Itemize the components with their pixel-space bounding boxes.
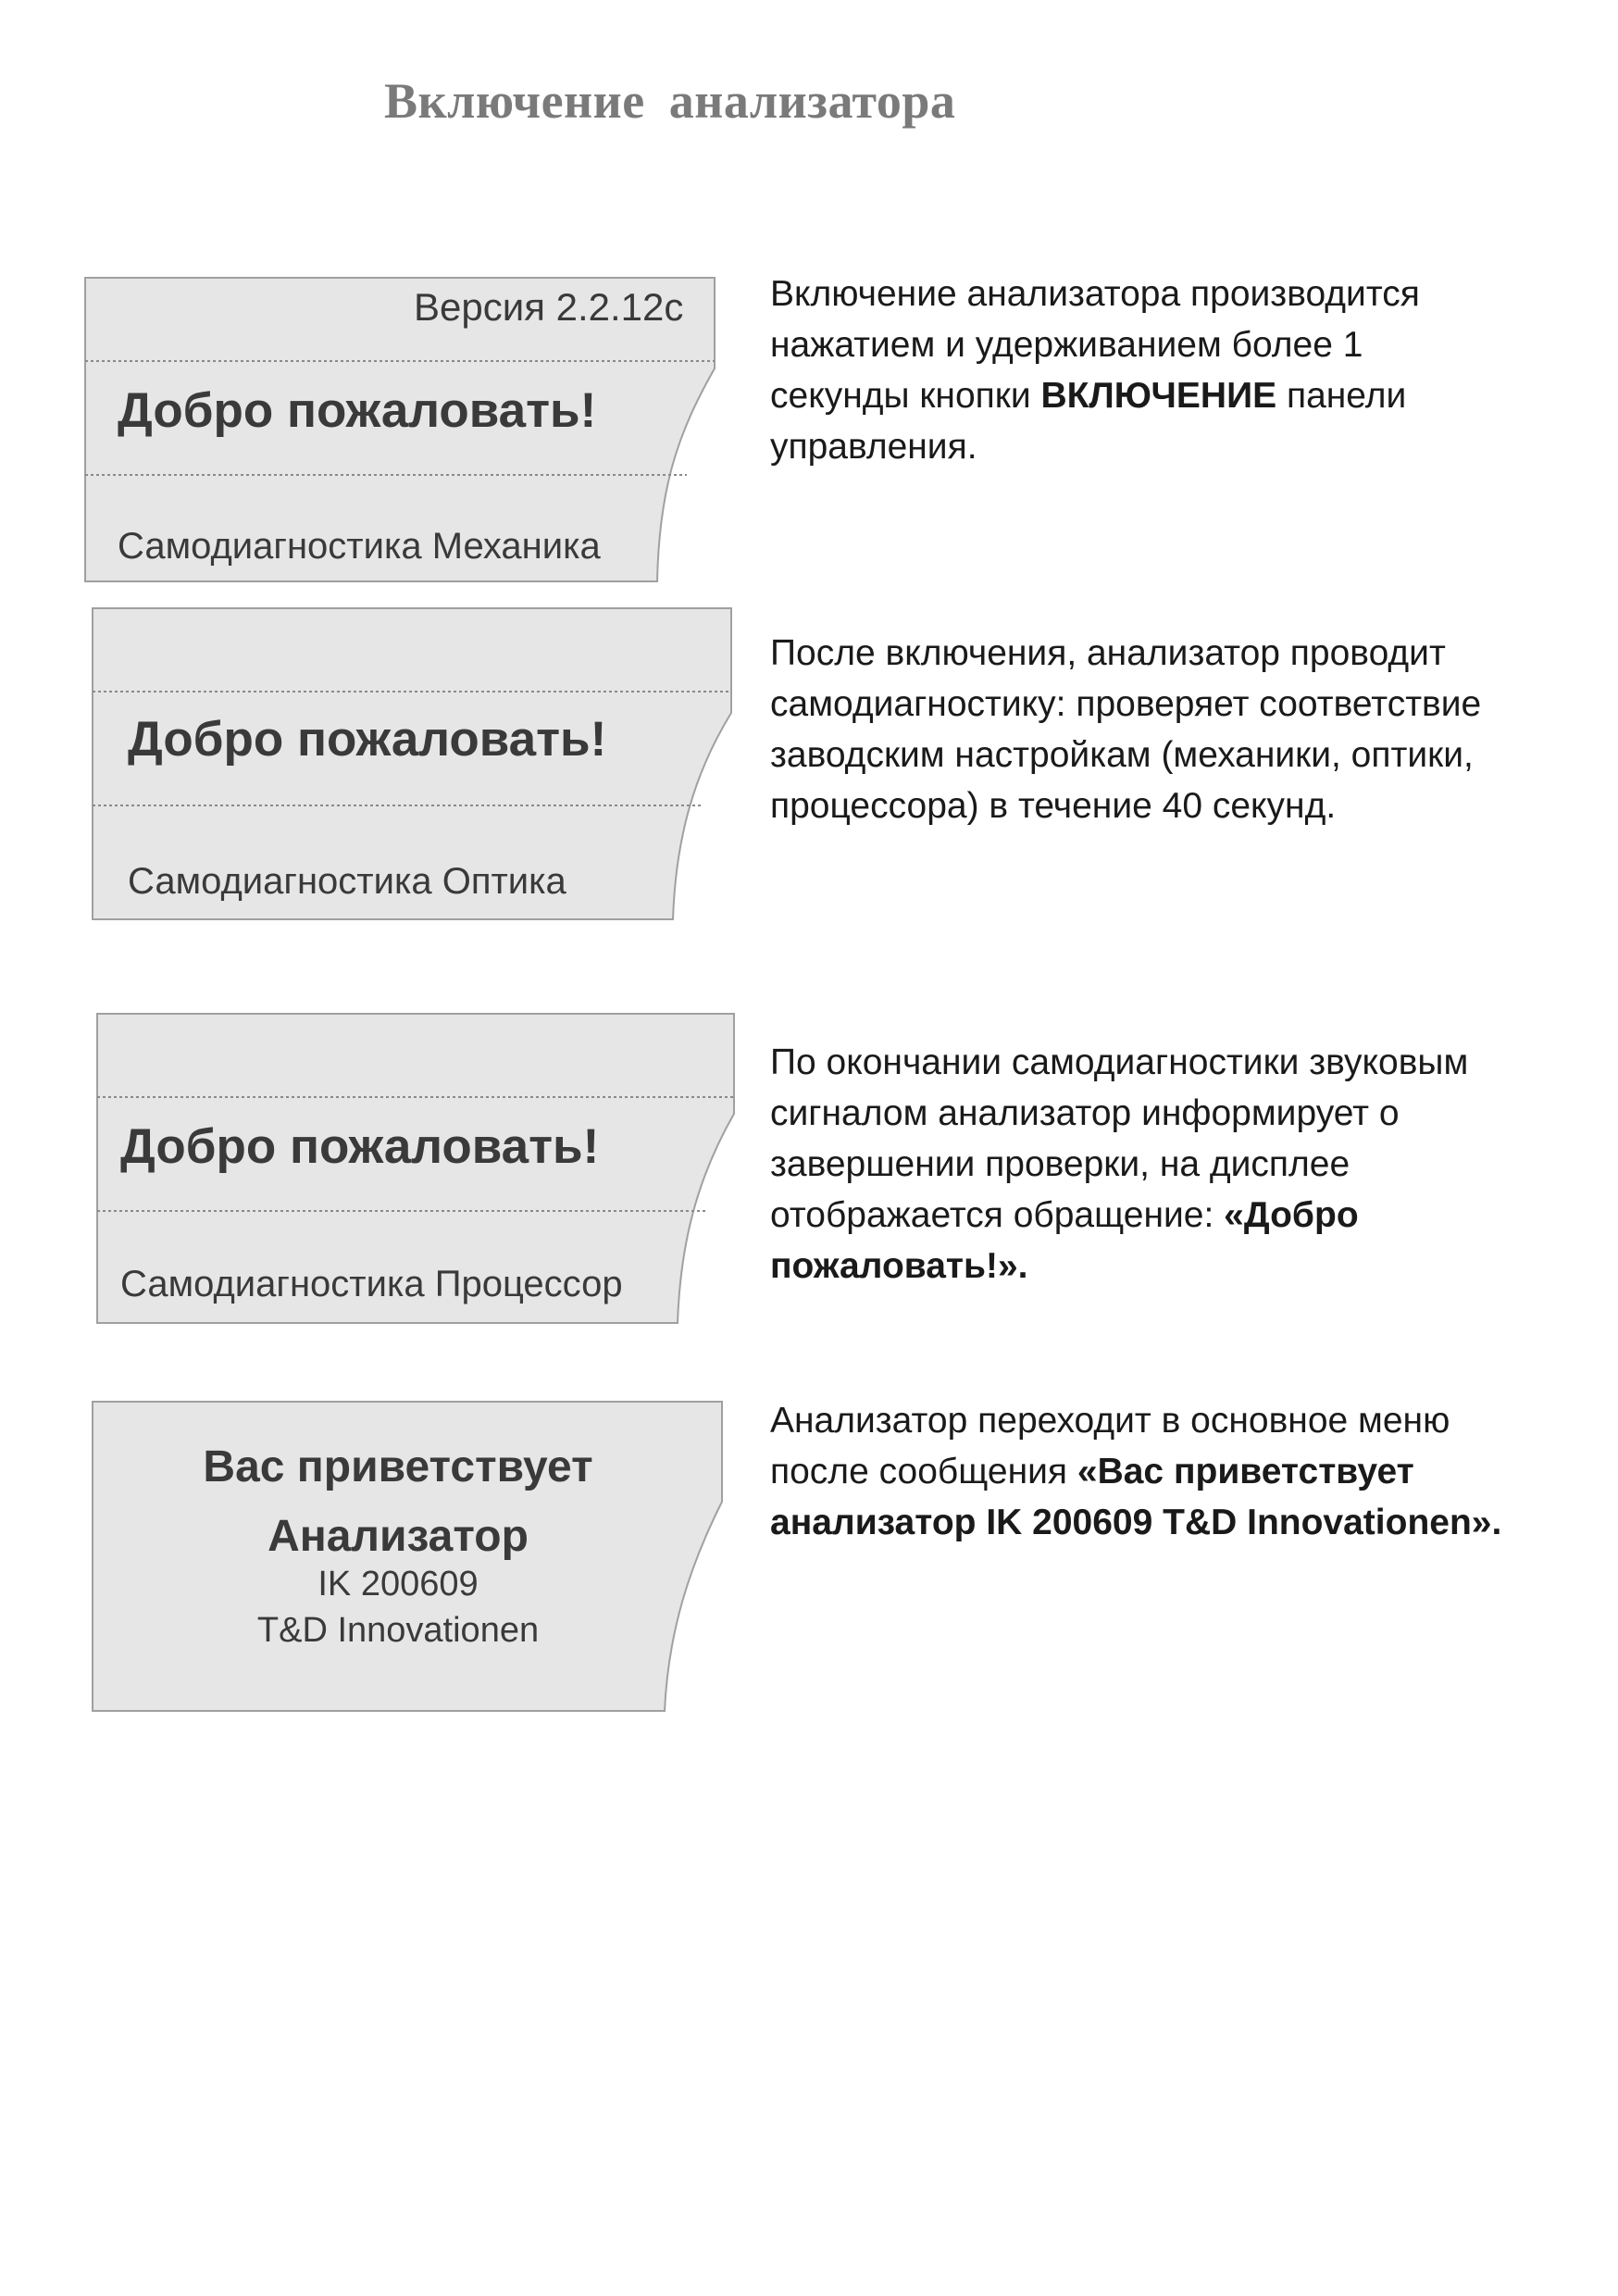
paragraph-text: Включение анализатора производится нажатием и удерживанием более 1 секунды кнопки [770, 274, 1420, 416]
paragraph-text: панели управления. [770, 376, 1407, 467]
welcome-message: Добро пожаловать! [128, 712, 607, 767]
display-screen-optics [93, 606, 722, 921]
diagnostics-status: Самодиагностика Механика [118, 526, 601, 567]
paragraph-text: После включения, анализатор проводит самодиагностику: проверяет соответствие заводским настройкам (механики, оптики, процессора) в течение 40 секунд. [770, 633, 1482, 826]
paragraph-diagnostics-complete [770, 1037, 1511, 1292]
diagnostics-status: Самодиагностика Оптика [128, 861, 566, 902]
paragraph-text: По окончании самодиагностики звуковым сигналом анализатор информирует о завершении проверки, на дисплее отображается обращение: [770, 1042, 1469, 1235]
paragraph-bold: «Вас приветствует анализатор IK 200609 T&D Innovationen». [770, 1452, 1502, 1542]
model-label: IK 200609 [317, 1565, 479, 1603]
greeting-line-2: Анализатор [268, 1512, 529, 1561]
paragraph-self-diagnostics [770, 628, 1511, 831]
display-screen-mechanics [85, 276, 715, 581]
company-label: T&D Innovationen [256, 1611, 540, 1650]
welcome-message: Добро пожаловать! [118, 383, 597, 438]
paragraph-bold: «Добро пожаловать!». [770, 1195, 1359, 1286]
paragraph-power-on [770, 268, 1511, 472]
paragraph-main-menu [770, 1395, 1511, 1548]
display-screen-greeting [93, 1400, 722, 1715]
display-screen-processor [97, 1012, 727, 1327]
welcome-message: Добро пожаловать! [120, 1119, 600, 1174]
page-title: Включение анализатора [384, 73, 956, 129]
diagnostics-status: Самодиагностика Процессор [120, 1264, 623, 1304]
greeting-line-1: Вас приветствует [203, 1442, 593, 1491]
version-label: Версия 2.2.12c [414, 285, 684, 329]
paragraph-bold: ВКЛЮЧЕНИЕ [1040, 376, 1277, 416]
paragraph-text: Анализатор переходит в основное меню после сообщения [770, 1401, 1450, 1491]
